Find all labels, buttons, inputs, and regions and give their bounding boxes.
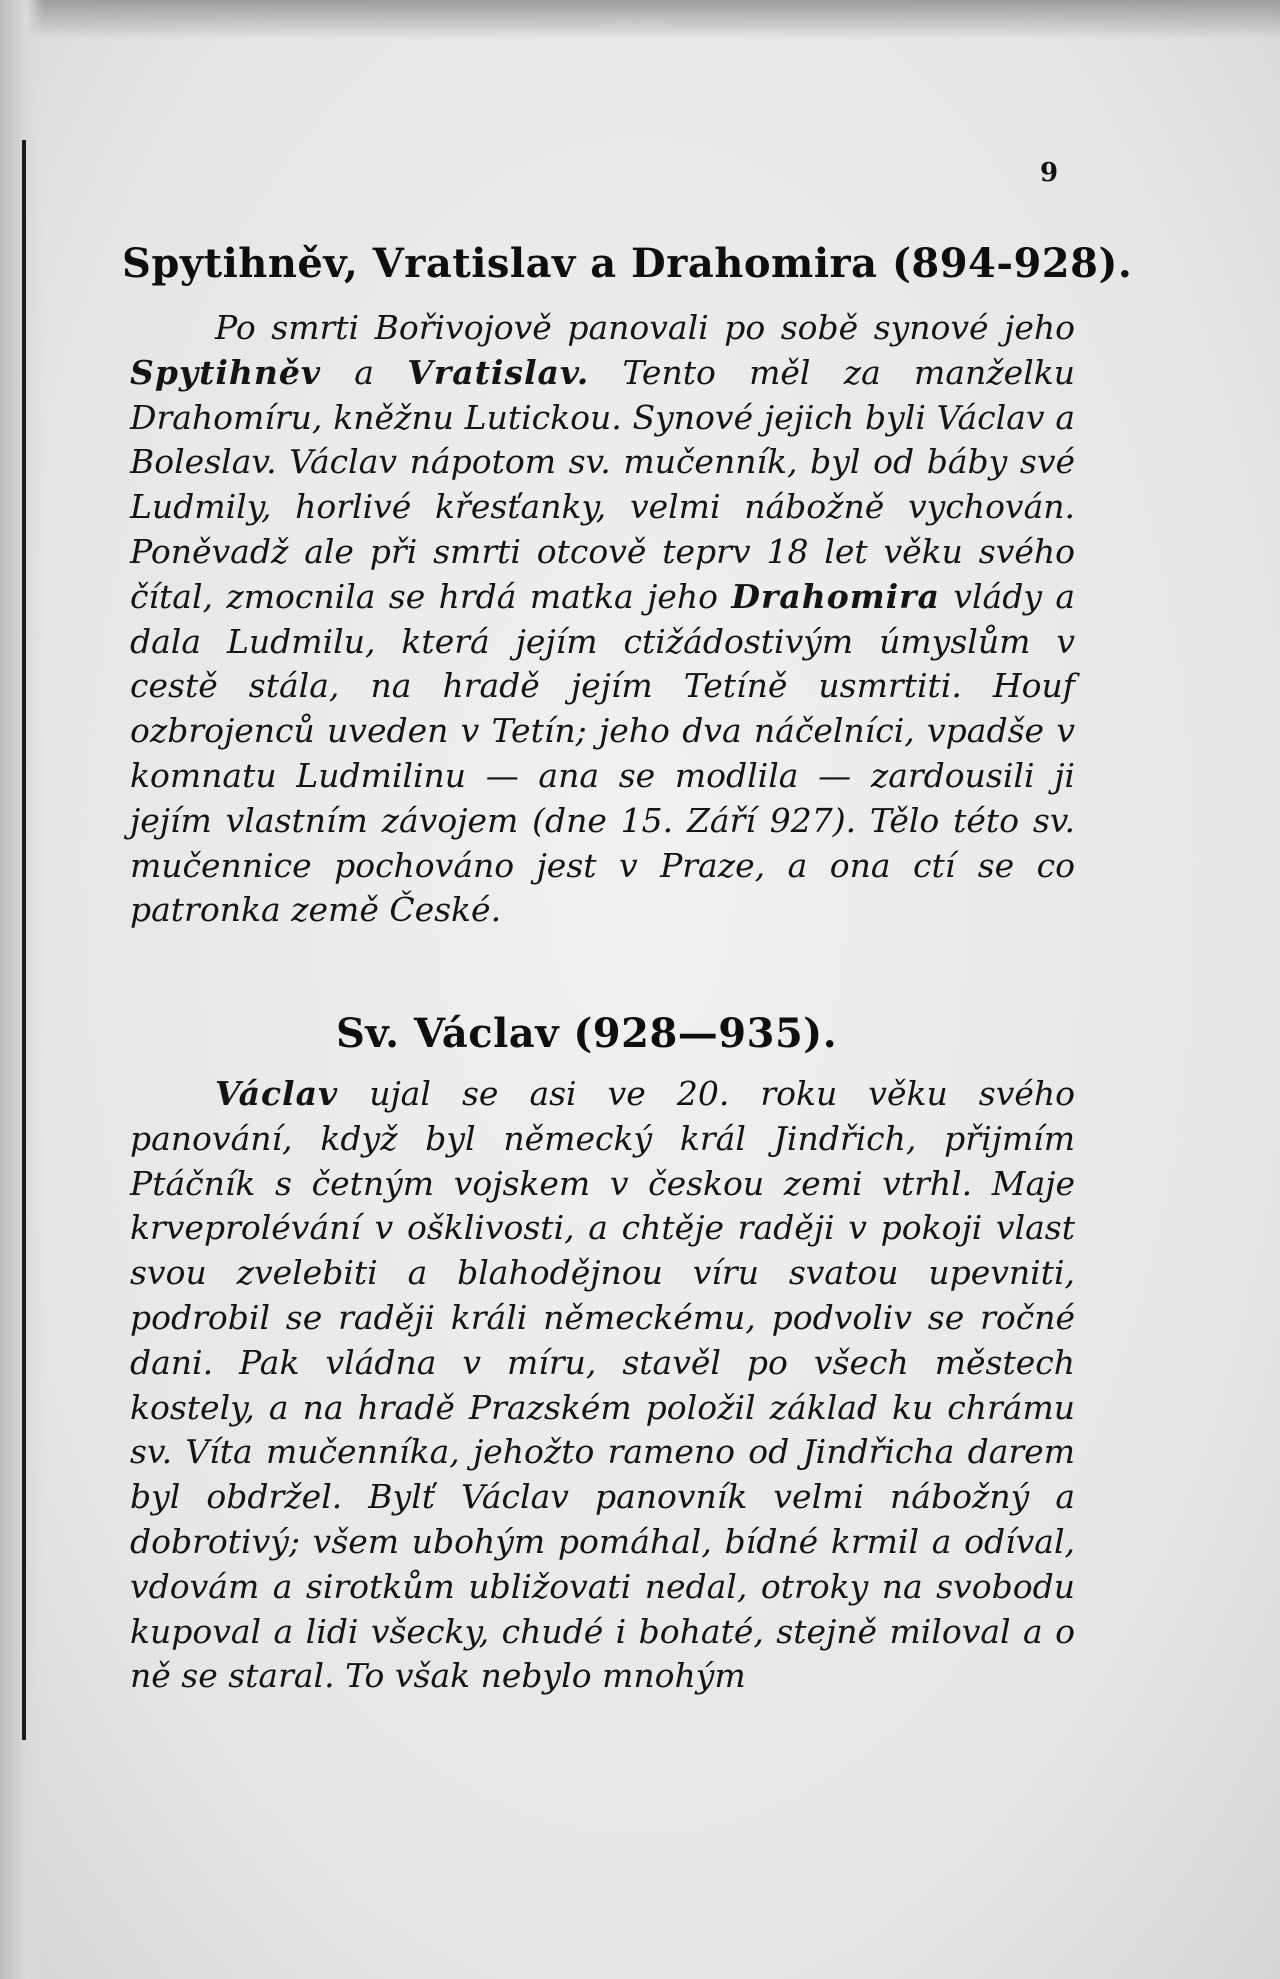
- emphasized-name: Drahomira: [731, 576, 940, 616]
- paragraph-text: Tento měl za manželku Drahomíru, kněžnu Lutickou. Synové jejich byli Václav a Boleslav. Václav nápotom sv. mučenník, byl od báby své Ludmily, horlivé křesťanky, velmi nábožně vychován. Poněvadž ale při smrti otcově teprv 18 let věku svého čítal, zmocnila se hrdá matka jeho: [130, 352, 1075, 616]
- emphasized-name: Václav: [215, 1074, 339, 1113]
- section-heading-vaclav: Sv. Václav (928—935).: [336, 1010, 838, 1057]
- paragraph-text: a: [321, 352, 408, 392]
- paragraph-text: ujal se asi ve 20. roku věku svého panování, když byl německý král Jindřich, přijmím Ptáčník s četným vojskem v českou zemi vtrhl. Maje krveprolévání v ošklivosti, a chtěje raději v pokoji vlast svou zvelebiti a blahodějnou víru svatou upevniti, podrobil se raději králi německému, podvoliv se ročné dani. Pak vládna v míru, stavěl po všech městech kostely, a na hradě Prazském položil základ ku chrámu sv. Víta mučenníka, jehožto rameno od Jindřicha darem byl obdržel. Bylť Václav panovník velmi nábožný a dobrotivý; všem ubohým pomáhal, bídné krmil a odíval, vdovám a sirotkům ubližovati nedal, otroky na svobodu kupoval a lidi všecky, chudé i bohaté, stejně miloval a o ně se staral. To však nebylo mnohým: [130, 1074, 1075, 1696]
- paragraph-text: vlády a dala Ludmilu, která jejím ctižádostivým úmyslům v cestě stála, na hradě jejím Tetíně usmrtiti. Houf ozbrojenců uveden v Tetín; jeho dva náčelníci, vpadše v komnatu Ludmilinu — ana se modlila — zardousili ji jejím vlastním závojem (dne 15. Září 927). Tělo této sv. mučennice pochováno jest v Praze, a ona ctí se co patronka země České.: [130, 576, 1076, 930]
- emphasized-name: Spytihněv: [130, 352, 322, 392]
- paragraph-spytihnev: [130, 306, 1075, 933]
- scan-top-shadow: [0, 0, 1280, 40]
- paragraph-text: Po smrti Bořivojově panovali po sobě synové jeho: [215, 308, 1075, 347]
- emphasized-name: Vratislav.: [407, 352, 590, 392]
- page-number: 9: [1040, 158, 1059, 188]
- paragraph-vaclav: [130, 1072, 1075, 1699]
- binding-rule: [22, 140, 26, 1740]
- section-heading-spytihnev: Spytihněv, Vratislav a Drahomira (894-928).: [122, 240, 1133, 287]
